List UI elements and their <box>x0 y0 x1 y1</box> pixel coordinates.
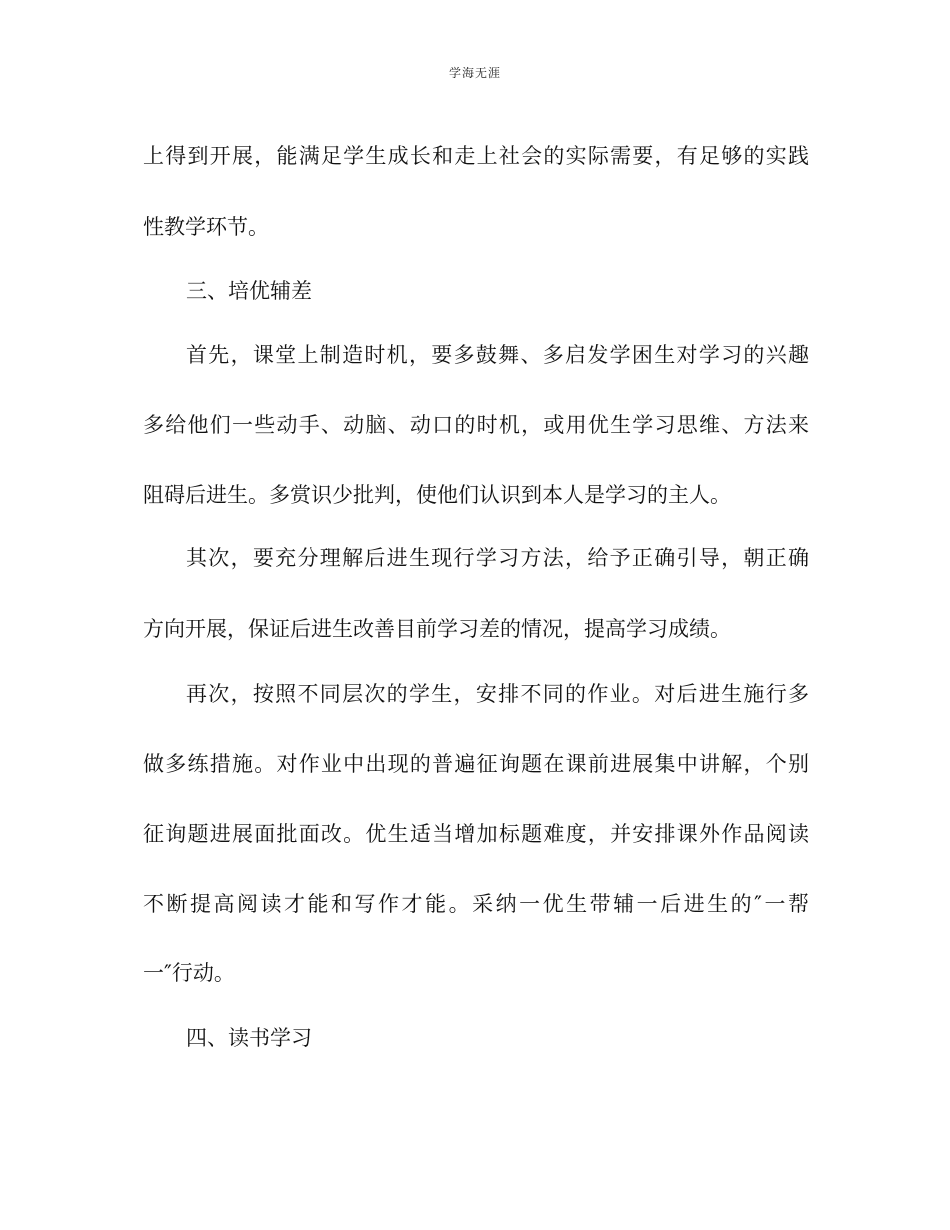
text-line: 不断提高阅读才能和写作才能。采纳一优生带辅一后进生的″一帮 <box>143 892 809 916</box>
section-heading: 四、读书学习 <box>186 1026 312 1050</box>
text-line: 做多练措施。对作业中出现的普遍征询题在课前进展集中讲解，个别 <box>143 752 809 776</box>
paragraph-first-line: 首先，课堂上制造时机，要多鼓舞、多启发学困生对学习的兴趣 <box>186 343 809 367</box>
section-heading: 三、培优辅差 <box>186 279 312 303</box>
page-header: 学海无涯 <box>448 66 501 80</box>
paragraph-first-line: 再次，按照不同层次的学生，安排不同的作业。对后进生施行多 <box>186 682 809 706</box>
text-line: 性教学环节。 <box>143 215 269 239</box>
text-line: 一″行动。 <box>143 961 235 985</box>
text-line: 征询题进展面批面改。优生适当增加标题难度，并安排课外作品阅读 <box>143 822 809 846</box>
text-line: 上得到开展，能满足学生成长和走上社会的实际需要，有足够的实践 <box>143 144 809 168</box>
paragraph-first-line: 其次，要充分理解后进生现行学习方法，给予正确引导，朝正确 <box>186 546 809 570</box>
text-line: 方向开展，保证后进生改善目前学习差的情况，提高学习成绩。 <box>143 617 731 641</box>
text-line: 阻碍后进生。多赏识少批判，使他们认识到本人是学习的主人。 <box>143 483 731 507</box>
text-line: 多给他们一些动手、动脑、动口的时机，或用优生学习思维、方法来 <box>143 413 809 437</box>
